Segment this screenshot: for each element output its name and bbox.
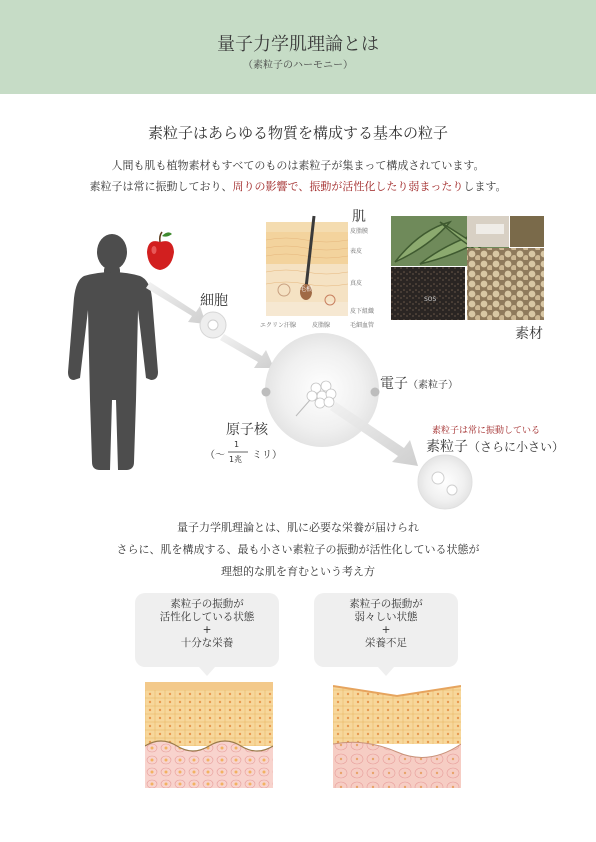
electron-sublabel: （素粒子） [408,380,458,391]
skin-label-dermis: 真皮 [350,280,363,287]
intro-line-2-post: します。 [463,180,507,193]
arrow-body-to-cell [146,282,206,324]
healthy-line-1: 素粒子の振動が [170,598,244,610]
theory-line-1: 量子力学肌理論とは、肌に必要な栄養が届けられ [177,521,419,534]
electron-label-group [380,373,458,393]
nucleus-suffix: ミリ） [252,450,282,461]
unhealthy-skin-illustration [333,682,461,788]
unhealthy-line-2: 弱々しい状態 [354,611,418,623]
page-subtitle: （素粒子のハーモニー） [243,60,353,71]
nucleus-prefix: （～ [205,450,225,461]
unhealthy-line-1: 素粒子の振動が [349,598,423,610]
healthy-state-bubble [135,593,279,667]
cell-label: 細胞 [200,293,228,309]
unhealthy-line-3: + [381,624,391,636]
healthy-line-4: 十分な栄養 [180,637,234,649]
cell-icon [200,312,226,338]
human-silhouette-icon [68,234,158,470]
arrow-cell-to-atom [220,334,274,368]
healthy-skin-illustration [145,682,273,788]
page-title: 量子力学肌理論とは [217,34,379,55]
intro-line-2-pre: 素粒子は常に振動しており、 [89,180,233,193]
photo-tag: SOS [424,296,437,303]
intro-line-2 [0,178,596,194]
skin-label-surface: 皮脂膜 [350,228,369,235]
particle-label-group [426,436,564,456]
healthy-line-3: + [202,624,212,636]
material-label: 素材 [515,326,543,342]
section-title: 素粒子はあらゆる物質を構成する基本の粒子 [147,124,448,142]
intro-line-1: 人間も肌も植物素材もすべてのものは素粒子が集まって構成されています。 [111,159,485,172]
particle-sublabel: （さらに小さい） [468,440,565,454]
skin-label-eccrine: エクリン汗腺 [260,322,297,329]
nucleus-label: 原子核 [226,422,268,438]
skin-label-capillary: 毛細血管 [350,322,375,329]
skin-label-subcutis: 皮下組織 [350,308,375,315]
particle-icon [418,455,472,509]
skin-label: 肌 [352,209,366,225]
skin-label-epidermis: 表皮 [350,248,363,255]
nucleus-frac-den: 1兆 [229,455,243,464]
apple-icon [147,232,174,270]
material-photos [391,216,544,320]
healthy-line-2: 活性化している状態 [159,611,255,623]
particle-label: 素粒子 [426,439,468,455]
unhealthy-line-4: 栄養不足 [365,637,407,649]
diagram-illustration [0,200,596,510]
skin-cross-section-illustration [266,216,388,316]
intro-line-2-highlight: 周りの影響で、振動が活性化したり弱まったり [232,180,464,193]
theory-line-2: さらに、肌を構成する、最も小さい素粒子の振動が活性化している状態が [116,543,480,556]
skin-label-hair: 毛根 [300,286,313,293]
skin-label-sebaceous: 皮脂腺 [312,322,331,329]
theory-line-3: 理想的な肌を育むという考え方 [221,565,375,578]
electron-label: 電子 [380,376,408,392]
unhealthy-state-bubble [314,593,458,667]
particle-note: 素粒子は常に振動している [432,426,541,436]
nucleus-frac-num: 1 [234,440,240,449]
